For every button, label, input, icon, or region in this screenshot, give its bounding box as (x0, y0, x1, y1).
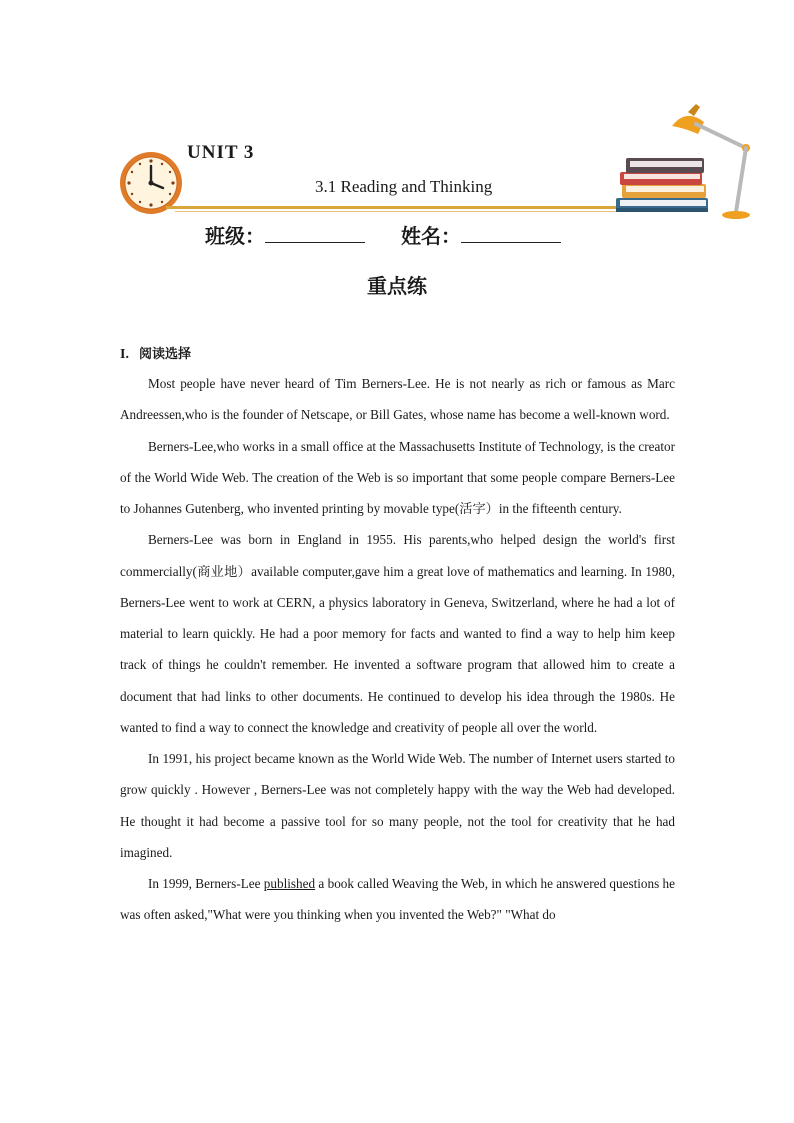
header-divider (166, 206, 630, 209)
header-divider-thin (175, 211, 630, 212)
paragraph-5-rest: a book called Weaving the Web, in which he answered questions he was often asked,"What were you thinking when you invented the Web?" "What do (120, 876, 675, 923)
question-heading (120, 343, 191, 363)
paragraph-3: Berners-Lee was born in England in 1955. His parents,who helped design the world's first commercially(商业地）available computer,gave him a great love of mathematics and learning. In 1980, Berners-Lee went to work at CERN, a physics laboratory in Geneva, Switzerland, where he had a lot of material to learn quickly. He had a poor memory for facts and wanted to find a way to help him keep track of things he couldn't remember. He invented a software program that allowed him to create a document that had links to other documents. He continued to develop his idea through the 1980s. He wanted to find a way to connect the knowledge and creativity of people all over the world. (120, 532, 675, 735)
paragraph-2: Berners-Lee,who works in a small office at the Massachusetts Institute of Technology, is the creator of the World Wide Web. The creation of the Web is so important that some people compare Berners-Lee to Johannes Gutenberg, who invented printing by movable type(活字）in the fifteenth century. (120, 438, 675, 516)
section-title: 重点练 (367, 274, 427, 298)
question-label: 阅读选择 (138, 347, 191, 362)
paragraph-5-start: In 1999, Berners-Lee (148, 876, 264, 891)
class-blank[interactable] (265, 222, 365, 243)
name-label: 姓名： (401, 224, 461, 248)
desk-lamp-icon (666, 98, 756, 222)
paragraph-1: Most people have never heard of Tim Berners-Lee. He is not nearly as rich or famous as Marc Andreessen,who is the founder of Netscape, or Bill Gates, whose name has become a well-known word. (120, 376, 675, 423)
lesson-subtitle: 3.1 Reading and Thinking (315, 177, 493, 196)
paragraph-5 (120, 868, 675, 931)
unit-title: UNIT 3 (187, 142, 255, 163)
class-label: 班级： (205, 224, 265, 248)
question-number: I. (120, 347, 129, 362)
paragraph-4: In 1991, his project became known as the World Wide Web. The number of Internet users started to grow quickly . However , Berners-Lee was not completely happy with the way the Web had developed. He thought it had become a passive tool for so many people, not the tool for creativity that he had imagined. (120, 751, 675, 860)
underlined-word: published (263, 876, 316, 891)
reading-passage (120, 368, 675, 931)
name-blank[interactable] (461, 222, 561, 243)
student-info-fields (205, 220, 561, 249)
